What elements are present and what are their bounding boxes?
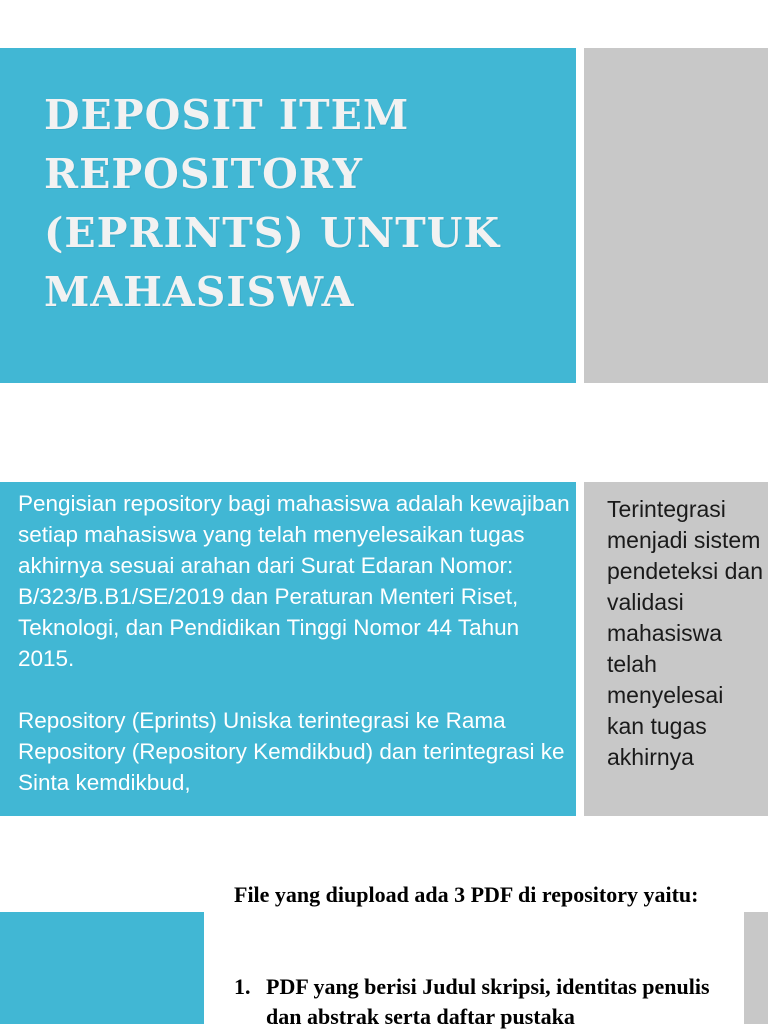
- upload-file-list: [234, 972, 724, 1032]
- title-side-panel: [584, 48, 768, 383]
- list-item-number: 1.: [234, 974, 251, 999]
- side-note-text: Terintegrasi menjadi sistem pendeteksi dan validasi mahasiswa telah menyelesai kan tugas akhirnya: [607, 496, 764, 770]
- body-paragraph-1: Pengisian repository bagi mahasiswa adalah kewajiban setiap mahasiswa yang telah menyelesaikan tugas akhirnya sesuai arahan dari Surat Edaran Nomor: B/323/B.B1/SE/2019 dan Peraturan Menteri Riset, Teknologi, dan Pendidikan Tinggi Nomor 44 Tahun 2015.: [18, 491, 570, 671]
- list-item: [234, 972, 724, 1032]
- bottom-accent-panel: [0, 912, 204, 1024]
- body-paragraph-2: Repository (Eprints) Uniska terintegrasi ke Rama Repository (Repository Kemdikbud) dan terintegrasi ke Sinta kemdikbud,: [18, 708, 565, 795]
- list-item-text: PDF yang berisi Judul skripsi, identitas penulis dan abstrak serta daftar pustaka: [266, 974, 710, 1029]
- upload-intro-text: File yang diupload ada 3 PDF di repository yaitu:: [234, 882, 699, 907]
- slide-title: DEPOSIT ITEM REPOSITORY (EPRINTS) UNTUK MAHASISWA: [44, 91, 501, 316]
- bottom-side-panel: [744, 912, 768, 1024]
